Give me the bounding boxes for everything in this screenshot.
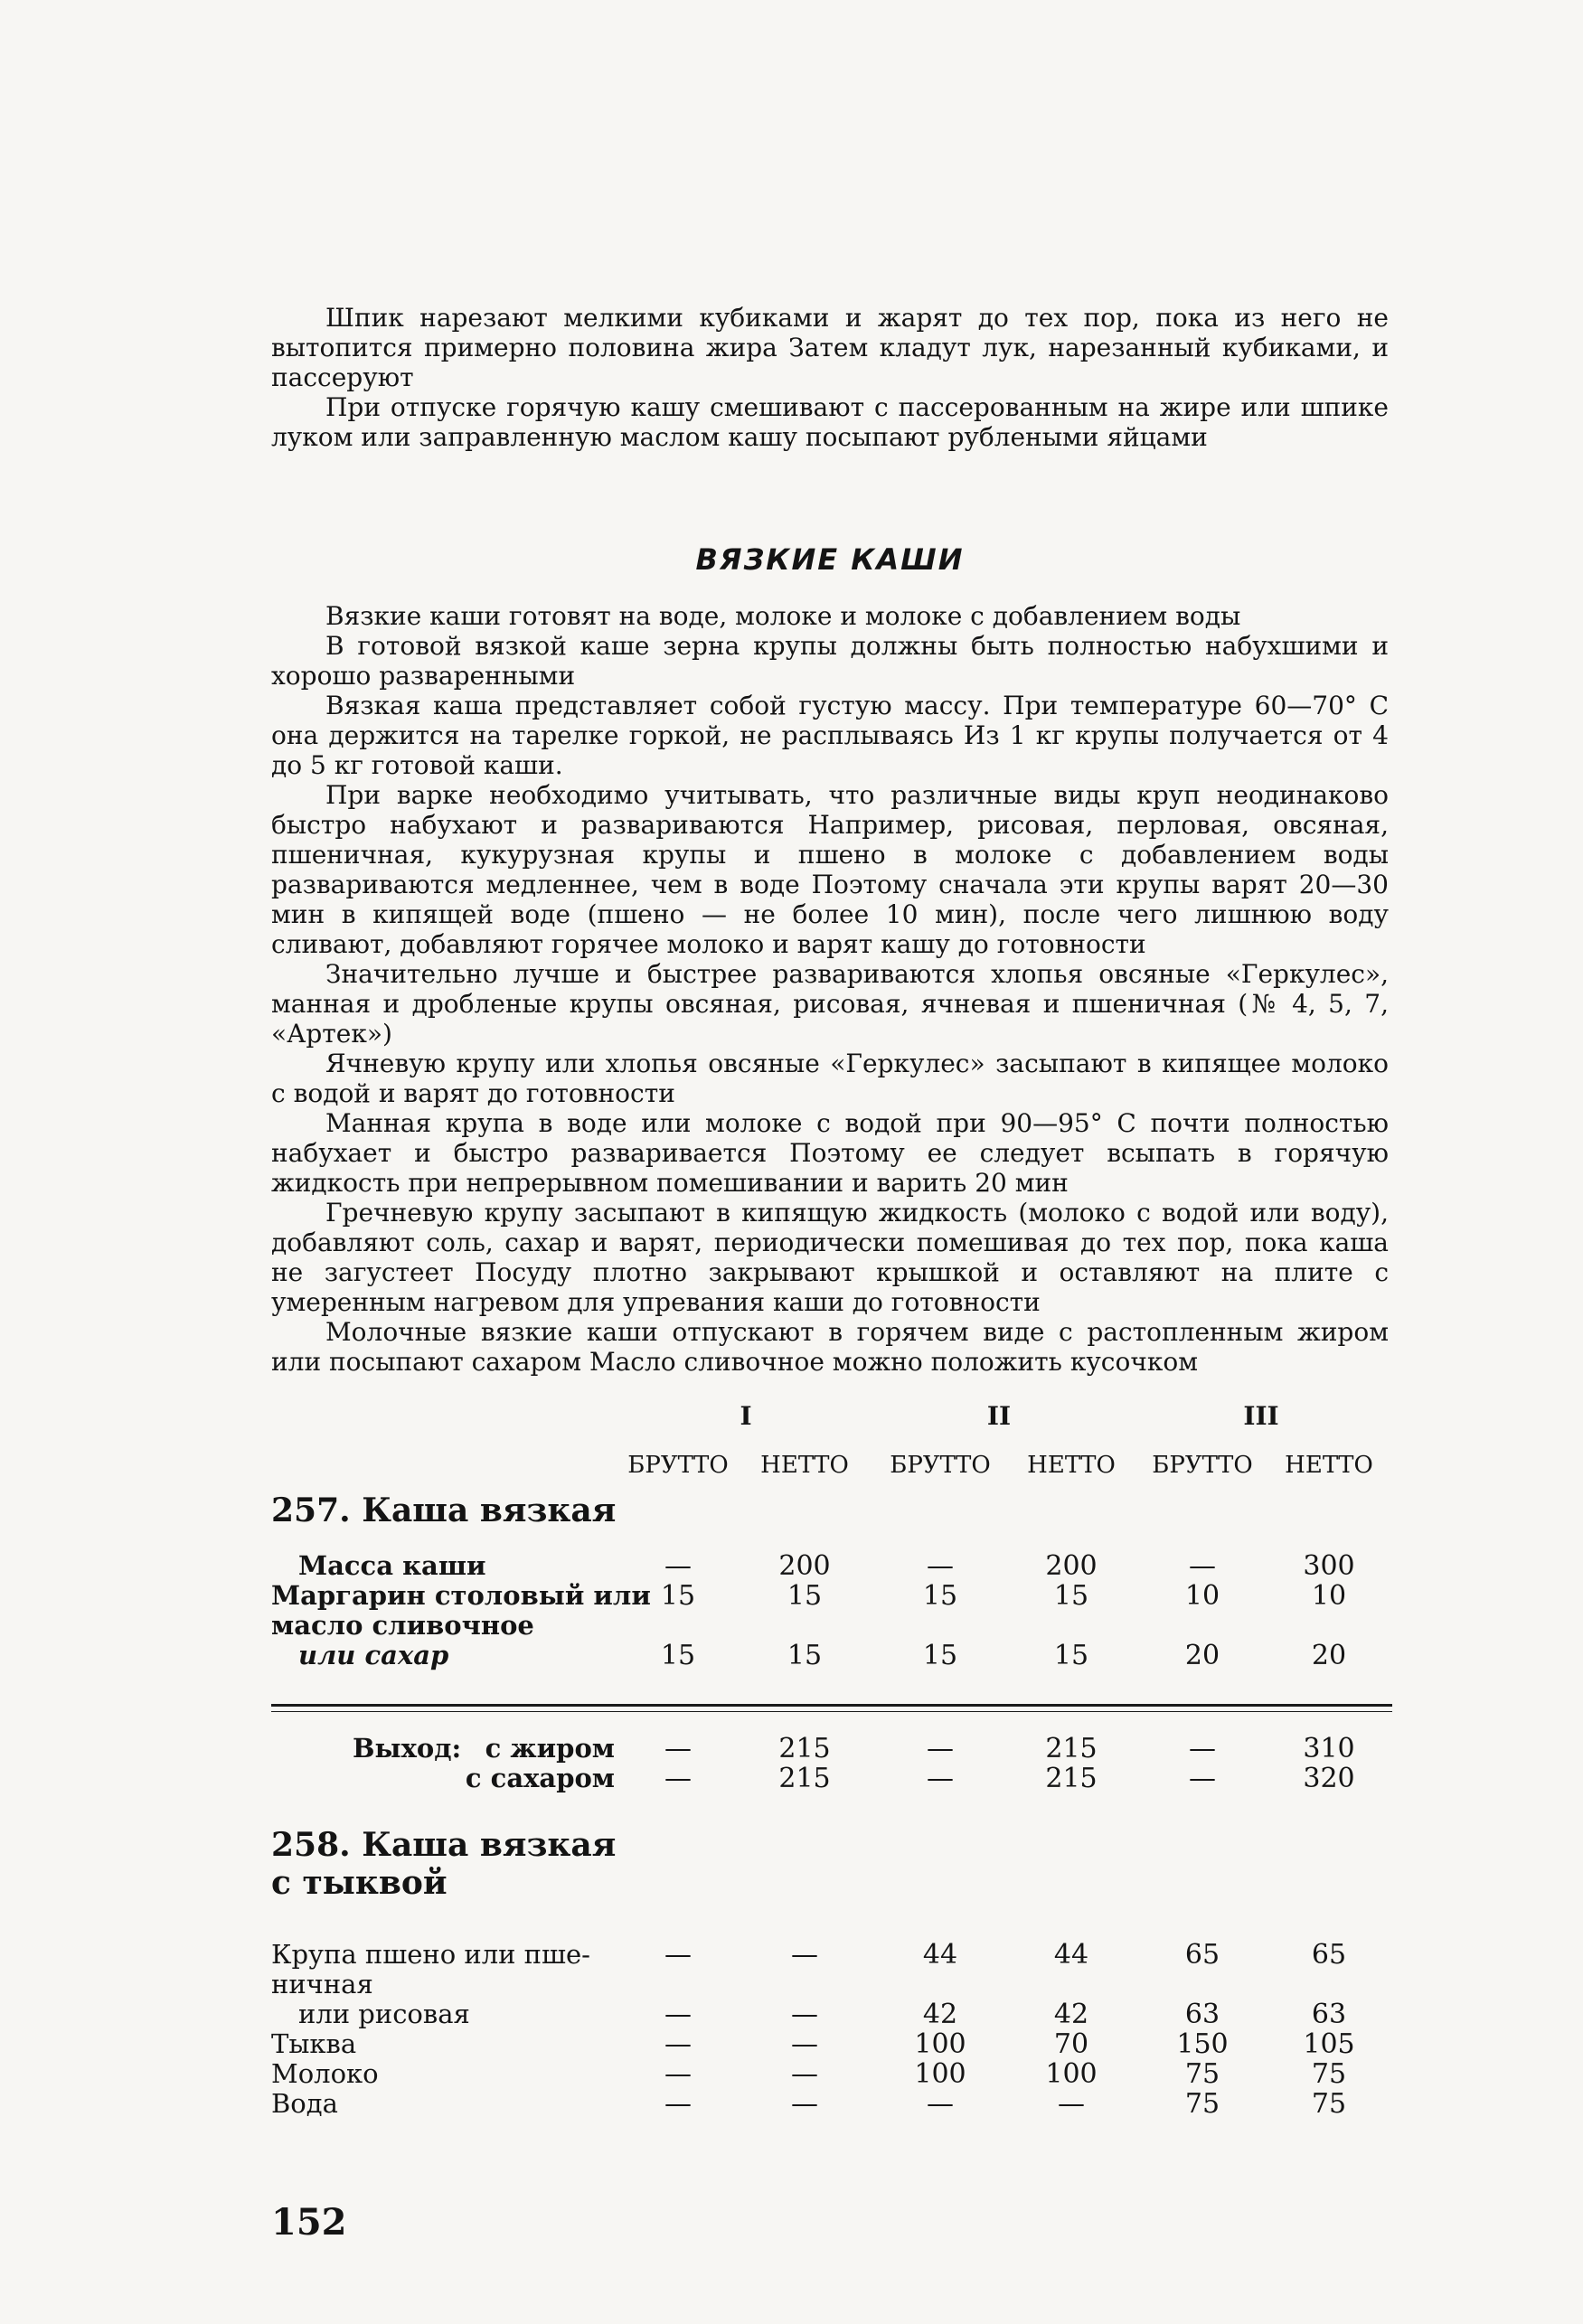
cell: — (927, 1733, 954, 1764)
cell: 300 (1303, 1550, 1355, 1582)
row-label: ничная (271, 1969, 373, 1999)
body-paragraph: Ячневую крупу или хлопья овсяные «Геркулес» засыпают в кипящее молоко с водой и варят до готовности (271, 1049, 1389, 1108)
cell: 44 (1053, 1939, 1089, 1971)
body-paragraph: Вязкие каши готовят на воде, молоке и молоке с добавлением воды (325, 601, 1241, 631)
page-number: 152 (271, 2201, 347, 2244)
cell: 105 (1303, 2028, 1355, 2060)
cell: 15 (660, 1580, 696, 1612)
cell: — (1189, 1550, 1216, 1582)
cell: 42 (1053, 1999, 1089, 2030)
cell: — (927, 1550, 954, 1582)
body-paragraph: В готовой вязкой каше зерна крупы должны быть полностью набухшими и хорошо разваренными (271, 631, 1389, 691)
column-header: БРУТТО (627, 1452, 729, 1479)
cell: 100 (1045, 2058, 1098, 2090)
cell: — (1189, 1733, 1216, 1764)
row-label: Крупа пшено или пше- (271, 1939, 590, 1970)
row-label: с сахаром (465, 1763, 615, 1793)
body-paragraph: Значительно лучше и быстрее развариваются хлопья овсяные «Геркулес», манная и дробленые крупы овсяная, рисовая, ячневая и пшеничная (№ 4, 5, 7, «Артек») (271, 959, 1389, 1049)
cell: — (791, 2028, 818, 2060)
cell: 75 (1311, 2088, 1347, 2120)
row-label: или сахар (298, 1640, 449, 1670)
group-header-1: I (740, 1401, 752, 1431)
table-row (271, 1999, 1392, 2029)
cell: 10 (1311, 1580, 1347, 1612)
table-row (271, 2058, 1392, 2089)
intro-text (271, 303, 1389, 452)
cell: — (1189, 1763, 1216, 1794)
cell: 215 (778, 1763, 831, 1794)
cell: 63 (1184, 1999, 1220, 2030)
column-header: БРУТТО (890, 1452, 991, 1479)
yield-row (271, 1763, 1392, 1793)
yield-label: Выход: (353, 1733, 462, 1764)
cell: 20 (1184, 1640, 1220, 1671)
cell: 75 (1184, 2088, 1220, 2120)
cell: 63 (1311, 1999, 1347, 2030)
table-row (271, 2028, 1392, 2059)
column-header: НЕТТО (1027, 1452, 1116, 1479)
cell: 215 (1045, 1733, 1098, 1764)
cell: 100 (914, 2028, 966, 2060)
group-header-2: II (986, 1401, 1012, 1431)
cell: 20 (1311, 1640, 1347, 1671)
row-label: Молоко (271, 2058, 379, 2089)
table-divider (271, 1704, 1392, 1707)
body-paragraph: Вязкая каша представляет собой густую массу. При температуре 60—70° С она держится на тарелке горкой, не расплываясь Из 1 кг крупы получается от 4 до 5 кг готовой каши. (271, 691, 1389, 780)
intro-paragraph: При отпуске горячую кашу смешивают с пассерованным на жире или шпике луком или заправленную маслом кашу посыпают рублеными яйцами (271, 392, 1389, 452)
cell: 15 (660, 1640, 696, 1671)
cell: 44 (922, 1939, 958, 1971)
cell: — (791, 1999, 818, 2030)
cell: 75 (1311, 2058, 1347, 2090)
table-row (271, 1610, 1392, 1641)
cell: 15 (1053, 1580, 1089, 1612)
cell: 10 (1184, 1580, 1220, 1612)
group-header-3: III (1243, 1401, 1279, 1431)
cell: — (927, 2088, 954, 2120)
table-row (271, 2088, 1392, 2119)
cell: 15 (787, 1580, 823, 1612)
row-label: или рисовая (298, 1999, 470, 2029)
cell: 320 (1303, 1763, 1355, 1794)
body-paragraph: Гречневую крупу засыпают в кипящую жидкость (молоко с водой или воду), добавляют соль, сахар и варят, периодически помешивая до тех пор, пока каша не загустеет Посуду плотно закрывают крышкой и оставляют на плите с умеренным нагревом для упревания каши до готовности (271, 1198, 1389, 1317)
cell: — (664, 1763, 692, 1794)
cell: — (664, 1939, 692, 1971)
recipe-title: 257. Каша вязкая (271, 1491, 617, 1529)
body-paragraph: Молочные вязкие каши отпускают в горячем виде с растопленным жиром или посыпают сахаром Масло сливочное можно положить кусочком (271, 1317, 1389, 1377)
section-body (271, 601, 1389, 1377)
cell: — (791, 2088, 818, 2120)
cell: — (664, 1733, 692, 1764)
cell: — (1058, 2088, 1085, 2120)
row-label: Вода (271, 2088, 338, 2119)
row-label: с жиром (485, 1733, 615, 1764)
row-label: масло сливочное (271, 1610, 534, 1641)
cell: 65 (1311, 1939, 1347, 1971)
cell: 15 (922, 1640, 958, 1671)
cell: — (664, 2058, 692, 2090)
body-paragraph: Манная крупа в воде или молоке с водой при 90—95° С почти полностью набухает и быстро разваривается Поэтому ее следует всыпать в горячую жидкость при непрерывном помешивании и варить 20 мин (271, 1108, 1389, 1198)
table-divider (271, 1711, 1392, 1712)
row-label: Маргарин столовый или (271, 1580, 651, 1611)
cell: 15 (787, 1640, 823, 1671)
table-row (271, 1640, 1392, 1670)
row-label: Тыква (271, 2028, 357, 2059)
cell: — (791, 1939, 818, 1971)
cell: — (664, 2088, 692, 2120)
table-row (271, 1550, 1392, 1581)
cell: 75 (1184, 2058, 1220, 2090)
cell: 15 (1053, 1640, 1089, 1671)
cell: 215 (1045, 1763, 1098, 1794)
cell: — (791, 2058, 818, 2090)
row-label: Масса каши (298, 1550, 486, 1581)
cell: 70 (1053, 2028, 1089, 2060)
cell: 100 (914, 2058, 966, 2090)
yield-row (271, 1733, 1392, 1764)
column-header: НЕТТО (760, 1452, 849, 1479)
cell: 200 (1045, 1550, 1098, 1582)
cell: — (927, 1763, 954, 1794)
body-paragraph: При варке необходимо учитывать, что различные виды круп неодинаково быстро набухают и развариваются Например, рисовая, перловая, овсяная, пшеничная, кукурузная крупы и пшено в молоке с добавлением воды развариваются медленнее, чем в воде Поэтому сначала эти крупы варят 20—30 мин в кипящей воде (пшено — не более 10 мин), после чего лишнюю воду сливают, добавляют горячее молоко и варят кашу до готовности (271, 780, 1389, 959)
cell: 200 (778, 1550, 831, 1582)
cell: — (664, 2028, 692, 2060)
cell: 310 (1303, 1733, 1355, 1764)
cell: 215 (778, 1733, 831, 1764)
table-row (271, 1969, 1392, 1999)
table-row (271, 1580, 1392, 1611)
cell: — (664, 1999, 692, 2030)
cell: 15 (922, 1580, 958, 1612)
cell: 150 (1176, 2028, 1229, 2060)
table-row (271, 1939, 1392, 1970)
column-header: НЕТТО (1285, 1452, 1373, 1479)
cell: — (664, 1550, 692, 1582)
column-header: БРУТТО (1152, 1452, 1253, 1479)
section-heading: ВЯЗКИЕ КАШИ (695, 542, 965, 577)
intro-paragraph: Шпик нарезают мелкими кубиками и жарят до тех пор, пока из него не вытопится примерно половина жира Затем кладут лук, нарезанный кубиками, и пассеруют (271, 303, 1389, 392)
recipe-title: 258. Каша вязкая с тыквой (271, 1826, 617, 1902)
cell: 42 (922, 1999, 958, 2030)
cell: 65 (1184, 1939, 1220, 1971)
